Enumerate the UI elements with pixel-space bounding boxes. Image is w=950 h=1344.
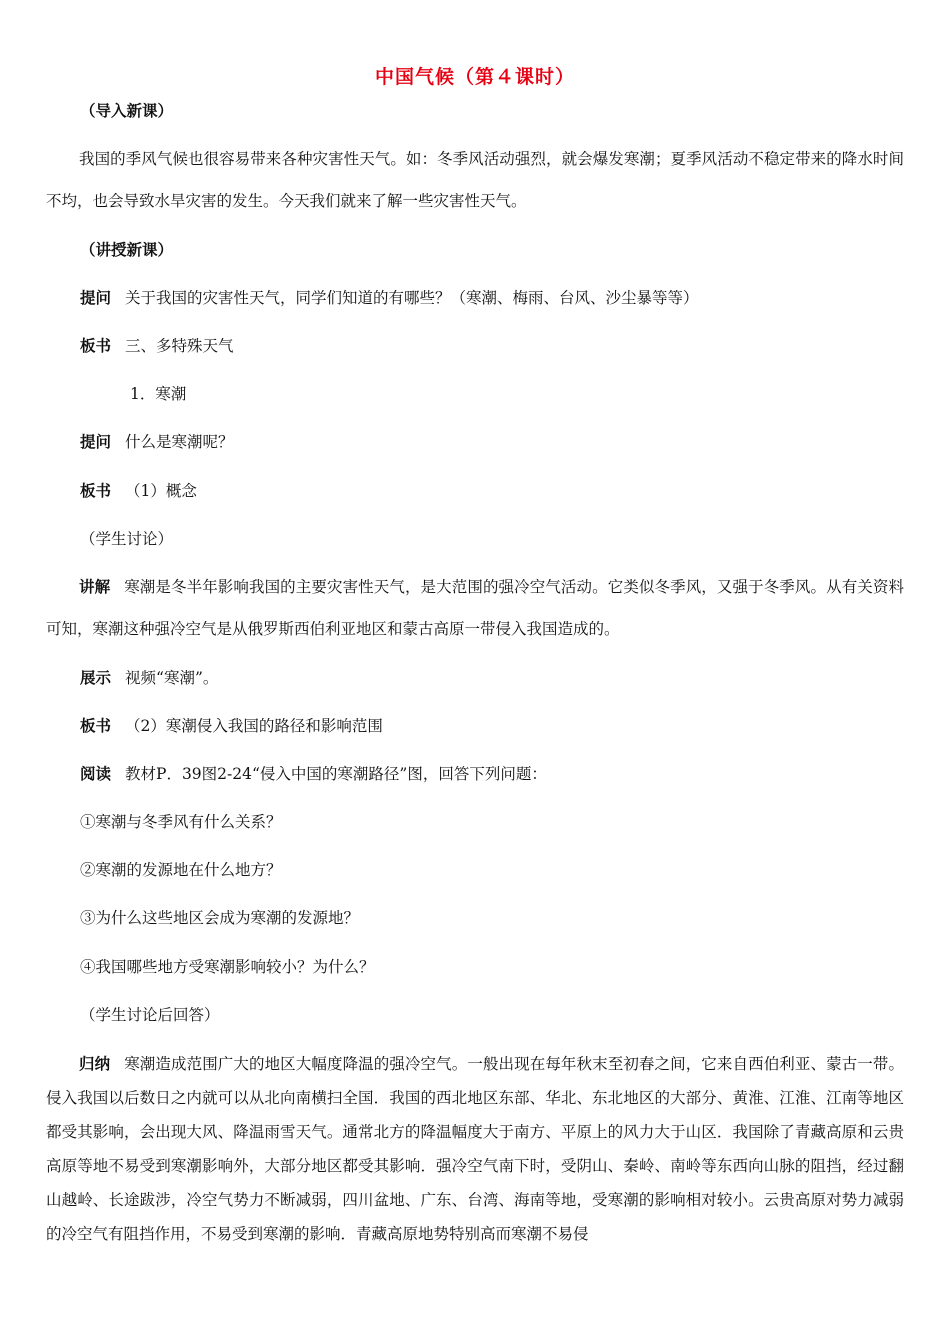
explain-paragraph bbox=[46, 566, 904, 650]
intro-heading: （导入新课） bbox=[80, 102, 174, 120]
ask-label: 提问 bbox=[80, 433, 112, 451]
board-label: 板书 bbox=[80, 337, 112, 355]
lecture-heading: （讲授新课） bbox=[80, 241, 174, 259]
board-line-3 bbox=[80, 716, 383, 736]
summary-label: 归纳 bbox=[79, 1055, 111, 1073]
ask-text-1: 关于我国的灾害性天气，同学们知道的有哪些？（寒潮、梅雨、台风、沙尘暴等等） bbox=[125, 289, 699, 307]
ask-label: 提问 bbox=[80, 289, 112, 307]
ask-text-2: 什么是寒潮呢？ bbox=[125, 433, 234, 451]
read-text: 教材P．39图2-24“侵入中国的寒潮路径”图，回答下列问题： bbox=[125, 765, 547, 783]
question-item-2: ②寒潮的发源地在什么地方？ bbox=[80, 861, 282, 879]
question-item-1: ①寒潮与冬季风有什么关系？ bbox=[80, 813, 282, 831]
read-line bbox=[80, 764, 547, 784]
board-line-1 bbox=[80, 336, 234, 356]
student-discussion-2: （学生讨论后回答） bbox=[80, 1006, 220, 1024]
explain-text: 寒潮是冬半年影响我国的主要灾害性天气，是大范围的强冷空气活动。它类似冬季风，又强于冬季风。从有关资料可知，寒潮这种强冷空气是从俄罗斯西伯利亚地区和蒙古高原一带侵入我国造成的。 bbox=[46, 578, 904, 638]
show-label: 展示 bbox=[80, 669, 112, 687]
ask-line-1 bbox=[80, 288, 699, 308]
subheading-cold-wave: 1．寒潮 bbox=[130, 385, 187, 403]
summary-text: 寒潮造成范围广大的地区大幅度降温的强冷空气。一般出现在每年秋末至初春之间，它来自西伯利亚、蒙古一带。侵入我国以后数日之内就可以从北向南横扫全国．我国的西北地区东部、华北、东北地区的大部分、黄淮、江淮、江南等地区都受其影响，会出现大风、降温雨雪天气。通常北方的降温幅度大于南方、平原上的风力大于山区．我国除了青藏高原和云贵高原等地不易受到寒潮影响外，大部分地区都受其影响．强冷空气南下时，受阴山、秦岭、南岭等东西向山脉的阻挡，经过翻山越岭、长途跋涉，冷空气势力不断减弱，四川盆地、广东、台湾、海南等地，受寒潮的影响相对较小。云贵高原对势力减弱的冷空气有阻挡作用，不易受到寒潮的影响．青藏高原地势特别高而寒潮不易侵 bbox=[46, 1055, 904, 1243]
read-label: 阅读 bbox=[80, 765, 112, 783]
show-text: 视频“寒潮”。 bbox=[125, 669, 219, 687]
board-label: 板书 bbox=[80, 717, 112, 735]
board-line-2 bbox=[80, 481, 197, 501]
page-title: 中国气候（第４课时） bbox=[374, 66, 575, 88]
ask-line-2 bbox=[80, 432, 234, 452]
board-text-3: （2）寒潮侵入我国的路径和影响范围 bbox=[125, 717, 383, 735]
explain-label: 讲解 bbox=[79, 578, 111, 596]
student-discussion-1: （学生讨论） bbox=[80, 530, 174, 548]
board-text-2: （1）概念 bbox=[125, 482, 197, 500]
board-text-1: 三、多特殊天气 bbox=[125, 337, 234, 355]
show-line bbox=[80, 668, 218, 688]
summary-paragraph bbox=[46, 1047, 904, 1251]
question-item-4: ④我国哪些地方受寒潮影响较小？为什么？ bbox=[80, 958, 375, 976]
intro-paragraph: 我国的季风气候也很容易带来各种灾害性天气。如：冬季风活动强烈，就会爆发寒潮；夏季风活动不稳定带来的降水时间不均，也会导致水旱灾害的发生。今天我们就来了解一些灾害性天气。 bbox=[46, 150, 904, 210]
question-item-3: ③为什么这些地区会成为寒潮的发源地？ bbox=[80, 909, 360, 927]
board-label: 板书 bbox=[80, 482, 112, 500]
